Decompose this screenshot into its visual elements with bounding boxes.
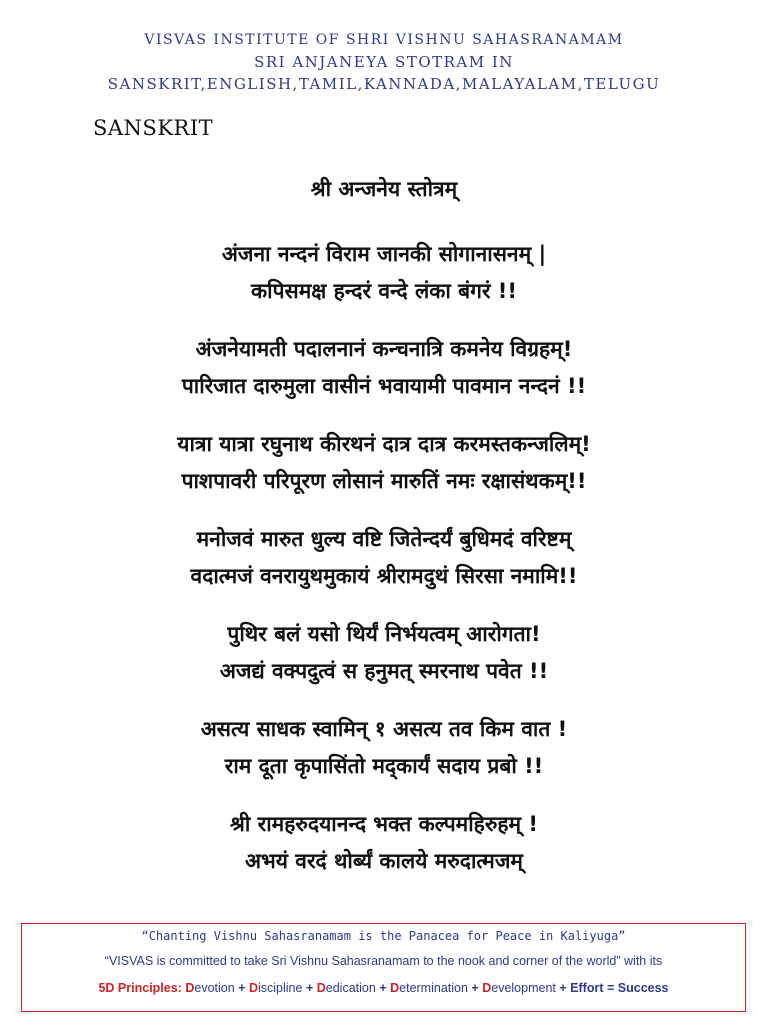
plus-sign: + [379,981,387,995]
principle-initial: D [390,981,400,995]
footer-quote: “Chanting Vishnu Sahasranamam is the Panacea for Peace in Kaliyuga” [141,929,626,943]
verse-line: राम दूता कृपासिंतो मद्कार्यं सदाय प्रबो !! [224,754,544,778]
verse-line: अभयं वरदं थोर्ब्यं कालये मरुदात्मजम् [244,849,523,873]
plus-sign: + [471,981,479,995]
principle-initial: D [248,981,258,995]
verse [0,806,768,880]
section-label: SANSKRIT [93,116,214,140]
verse [0,236,768,310]
poem-title: श्री अन्जनेय स्तोत्रम् [310,177,458,201]
verse-line: अजद्यं वक्पदुत्वं स हनुमत् स्मरनाथ पवेत !! [219,659,549,683]
footer-principles [22,980,745,997]
verse-line: अंजनेयामती पदालनानं कन्चनात्रि कमनेय विग्रहम्! [195,337,573,361]
verse [0,426,768,500]
verse-line: वदात्मजं वनरायुथमुकायं श्रीरामदुथं सिरसा नमामि!! [190,564,578,588]
verse-line: कपिसमक्ष हन्दरं वन्दे लंका बंगरं !! [251,279,517,303]
languages-list: SANSKRIT,ENGLISH,TAMIL,KANNADA,MALAYALAM,TELUGU [107,75,661,93]
principle-rest: iscipline [258,981,303,995]
document-title: SRI ANJANEYA STOTRAM IN [254,53,514,71]
principle-rest: edication [325,981,376,995]
verses-container [0,236,768,901]
principle-initial: D [316,981,326,995]
verse-line: असत्य साधक स्वामिन् १ असत्य तव किम वात ! [200,717,568,741]
verse [0,711,768,785]
verse-line: श्री रामहरुदयानन्द भक्त कल्पमहिरुहम् ! [230,812,538,836]
effort-label: Effort [570,981,604,995]
principle-rest: evelopment [491,981,556,995]
verse [0,331,768,405]
plus-sign: + [238,981,246,995]
principle-initial: D [185,981,195,995]
verse-line: यात्रा यात्रा रघुनाथ कीरथनं दात्र दात्र करमस्तकन्जलिम्! [177,432,591,456]
equals-sign: = [606,981,615,995]
document-header [0,30,768,95]
principle-rest: etermination [399,981,468,995]
footer-box [21,923,746,1012]
verse-line: पुथिर बलं यसो थिर्यं निर्भयत्वम् आरोगता! [227,622,541,646]
success-label: Success [617,981,669,995]
principle-rest: evotion [194,981,235,995]
verse-line: पारिजात दारुमुला वासीनं भवायामी पावमान नन्दनं !! [181,374,587,398]
principle-initial: D [482,981,492,995]
plus-sign: + [305,981,314,995]
verse-line: अंजना नन्दनं विराम जानकी सोगानासनम् | [221,242,547,266]
verse-line: मनोजवं मारुत धुल्य वष्टि जितेन्दर्यं बुधिमदं वरिष्टम् [196,527,572,551]
principles-label: 5D Principles: [98,981,182,995]
verse [0,616,768,690]
verse-line: पाशपावरी परिपूरण लोसानं मारुतिं नमः रक्षासंथकम्!! [181,469,587,493]
plus-sign: + [559,981,567,995]
footer-commitment: “VISVAS is committed to take Sri Vishnu Sahasranamam to the nook and corner of the world” with its [104,954,663,968]
institute-name: VISVAS INSTITUTE OF SHRI VISHNU SAHASRANAMAM [144,32,624,48]
verse [0,521,768,595]
